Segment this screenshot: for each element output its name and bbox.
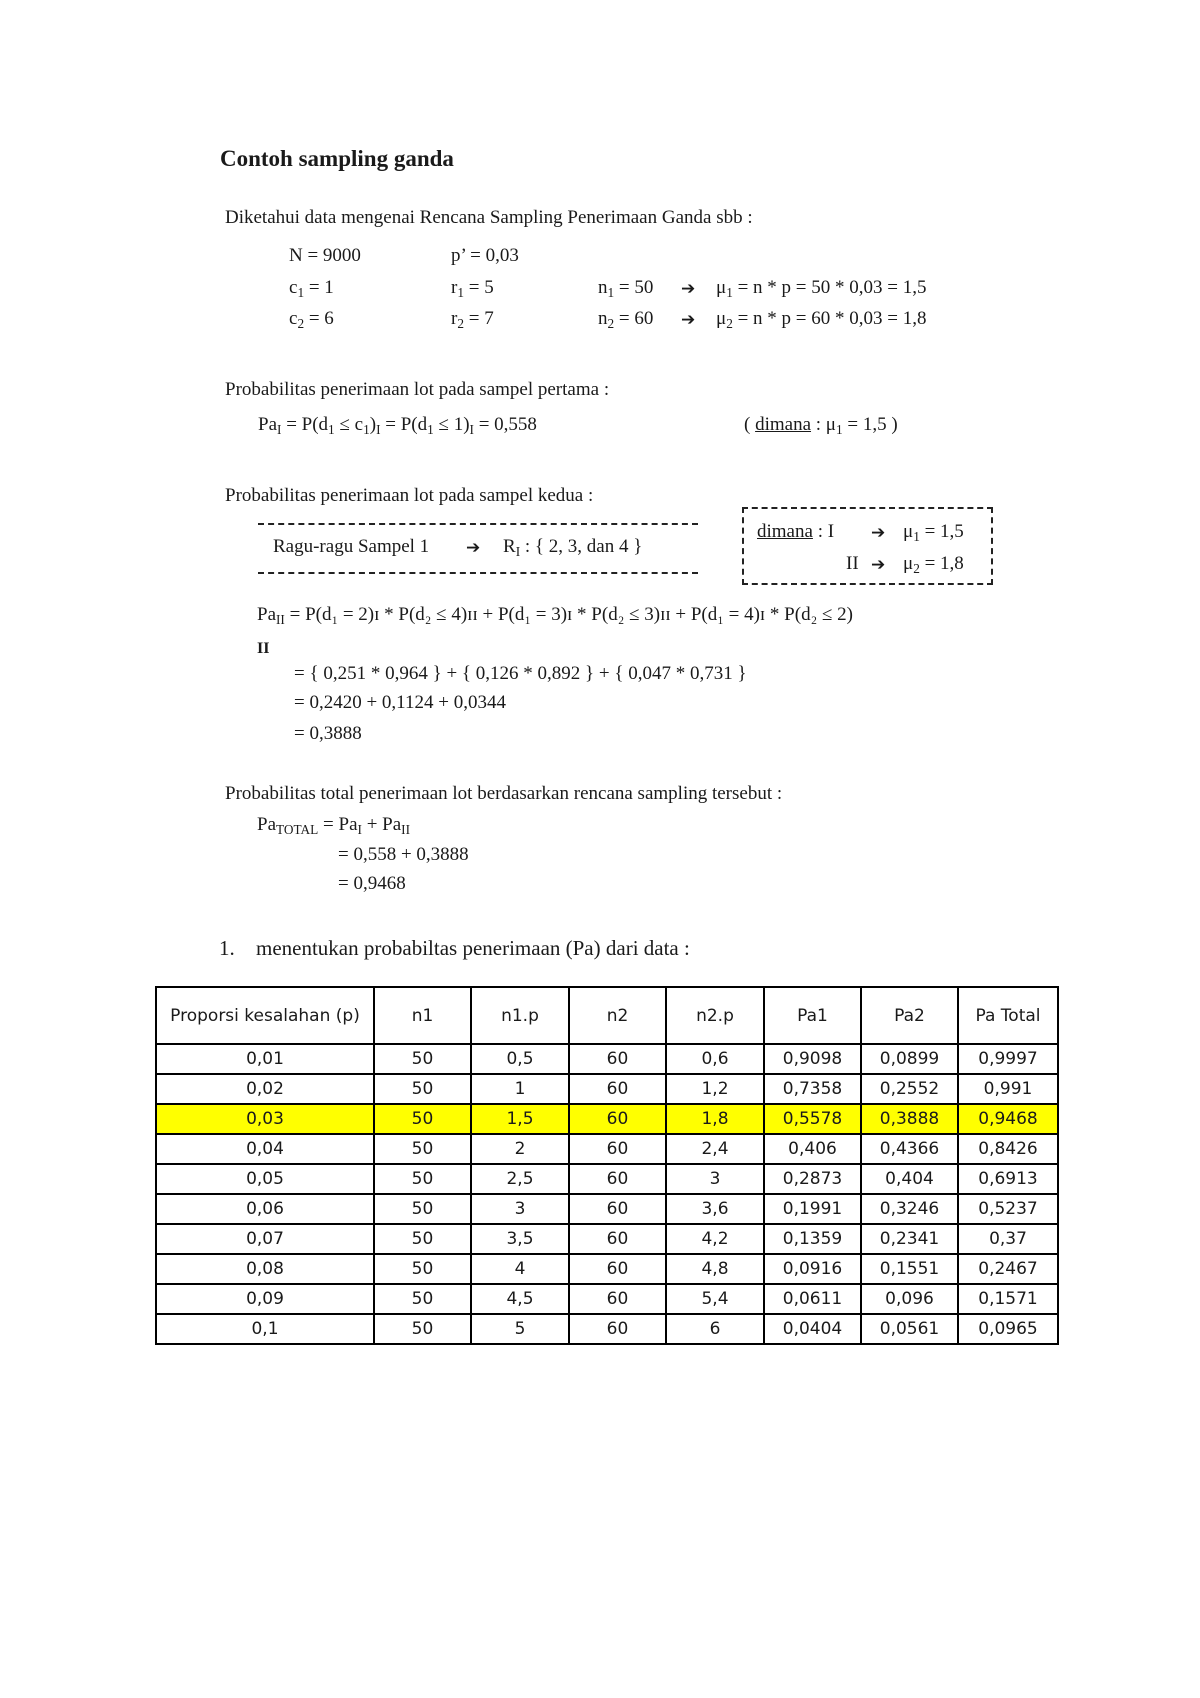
- given-mu2: $\mu_2 = n * p = 60 * 0,03 = 1,8$: [716, 308, 927, 331]
- col-header-proportion: Proporsi kesalahan (p): [156, 987, 374, 1044]
- where-box-line1: dimana : I: [757, 521, 835, 542]
- cell-n2: 60: [569, 1224, 666, 1254]
- cell-pa2: 0,2552: [861, 1074, 958, 1104]
- cell-n1: 50: [374, 1314, 471, 1344]
- cell-pa1: 0,5578: [764, 1104, 861, 1134]
- given-mu1: $\mu_1 = n * p = 50 * 0,03 = 1,5$: [716, 277, 927, 300]
- cell-n1: 50: [374, 1044, 471, 1074]
- pa-table: [155, 986, 1059, 1345]
- cell-pa-total: 0,5237: [958, 1194, 1058, 1224]
- cell-pa2: 0,3246: [861, 1194, 958, 1224]
- second-sample-line2: = 0,2420 + 0,1124 + 0,0344: [294, 692, 506, 713]
- table-row: [156, 1194, 1058, 1224]
- cell-n1: 50: [374, 1164, 471, 1194]
- cell-proportion: 0,01: [156, 1044, 374, 1074]
- cell-proportion: 0,07: [156, 1224, 374, 1254]
- cell-n2: 60: [569, 1314, 666, 1344]
- cell-n2: 60: [569, 1134, 666, 1164]
- doubt-range: $R_I$ : { 2, 3, dan 4 }: [503, 536, 643, 559]
- cell-pa2: 0,1551: [861, 1254, 958, 1284]
- second-sample-equation: $Pa_{II} = P(d_1$ = 2)ɪ * P(d₂ ≤ 4)ɪɪ + P(d₁ = 3)ɪ * P(d₂ ≤ 3)ɪɪ + P(d₁ = 4)ɪ * P(d₂ ≤ 2): [257, 604, 853, 627]
- cell-proportion: 0,02: [156, 1074, 374, 1104]
- given-n1: $n_1 = 50$: [598, 277, 654, 300]
- cell-pa-total: 0,2467: [958, 1254, 1058, 1284]
- cell-n2: 60: [569, 1044, 666, 1074]
- dashed-divider: [258, 523, 698, 525]
- cell-n1p: 3,5: [471, 1224, 569, 1254]
- cell-n1: 50: [374, 1284, 471, 1314]
- col-header-n1p: n1.p: [471, 987, 569, 1044]
- cell-proportion: 0,05: [156, 1164, 374, 1194]
- cell-pa2: 0,2341: [861, 1224, 958, 1254]
- given-r1: $r_1 = 5$: [451, 277, 494, 300]
- cell-n2p: 3: [666, 1164, 764, 1194]
- doubt-label: Ragu-ragu Sampel 1: [273, 536, 430, 557]
- cell-pa2: 0,096: [861, 1284, 958, 1314]
- table-row: [156, 1134, 1058, 1164]
- cell-pa-total: 0,9468: [958, 1104, 1058, 1134]
- cell-proportion: 0,1: [156, 1314, 374, 1344]
- table-row: [156, 1104, 1058, 1134]
- cell-n2p: 2,4: [666, 1134, 764, 1164]
- table-row: [156, 1254, 1058, 1284]
- table-row: [156, 1044, 1058, 1074]
- col-header-pa1: Pa1: [764, 987, 861, 1044]
- table-row: [156, 1314, 1058, 1344]
- cell-n2: 60: [569, 1284, 666, 1314]
- cell-n1p: 4,5: [471, 1284, 569, 1314]
- cell-pa-total: 0,1571: [958, 1284, 1058, 1314]
- table-row: [156, 1074, 1058, 1104]
- arrow-icon: ➔: [681, 279, 696, 299]
- cell-n1p: 2,5: [471, 1164, 569, 1194]
- cell-n2p: 3,6: [666, 1194, 764, 1224]
- cell-pa2: 0,4366: [861, 1134, 958, 1164]
- cell-pa1: 0,9098: [764, 1044, 861, 1074]
- arrow-icon: ➔: [466, 538, 481, 558]
- cell-pa-total: 0,991: [958, 1074, 1058, 1104]
- cell-pa1: 0,7358: [764, 1074, 861, 1104]
- second-sample-line3: = 0,3888: [294, 723, 362, 744]
- dashed-divider: [258, 572, 698, 574]
- col-header-pa2: Pa2: [861, 987, 958, 1044]
- table-row: [156, 1284, 1058, 1314]
- cell-pa1: 0,0611: [764, 1284, 861, 1314]
- where-box-mu1: $\mu_1 = 1,5$: [903, 521, 964, 544]
- table-row: [156, 1224, 1058, 1254]
- cell-proportion: 0,06: [156, 1194, 374, 1224]
- second-sample-heading: Probabilitas penerimaan lot pada sampel kedua :: [225, 485, 594, 506]
- first-sample-where: ( dimana : $\mu_1 = 1,5$ ): [744, 414, 898, 437]
- cell-pa-total: 0,8426: [958, 1134, 1058, 1164]
- col-header-n2p: n2.p: [666, 987, 764, 1044]
- cell-n2p: 4,2: [666, 1224, 764, 1254]
- cell-n1: 50: [374, 1074, 471, 1104]
- cell-n1: 50: [374, 1254, 471, 1284]
- cell-pa2: 0,0899: [861, 1044, 958, 1074]
- cell-pa-total: 0,0965: [958, 1314, 1058, 1344]
- cell-pa-total: 0,6913: [958, 1164, 1058, 1194]
- cell-proportion: 0,09: [156, 1284, 374, 1314]
- cell-pa2: 0,3888: [861, 1104, 958, 1134]
- given-r2: $r_2 = 7$: [451, 308, 494, 331]
- arrow-icon: ➔: [681, 310, 696, 330]
- cell-n1: 50: [374, 1134, 471, 1164]
- cell-n2p: 1,2: [666, 1074, 764, 1104]
- cell-n2: 60: [569, 1164, 666, 1194]
- arrow-icon: ➔: [871, 555, 886, 575]
- cell-n2p: 0,6: [666, 1044, 764, 1074]
- cell-n1: 50: [374, 1194, 471, 1224]
- cell-n2p: 4,8: [666, 1254, 764, 1284]
- cell-pa-total: 0,37: [958, 1224, 1058, 1254]
- page-title: Contoh sampling ganda: [220, 146, 454, 171]
- given-N: N = 9000: [289, 245, 361, 266]
- cell-n2: 60: [569, 1074, 666, 1104]
- cell-pa2: 0,0561: [861, 1314, 958, 1344]
- cell-proportion: 0,08: [156, 1254, 374, 1284]
- cell-pa2: 0,404: [861, 1164, 958, 1194]
- where-box-line2: II: [846, 553, 859, 574]
- list-number: 1.: [219, 936, 235, 960]
- list-item-text: menentukan probabiltas penerimaan (Pa) dari data :: [256, 936, 690, 960]
- col-header-n1: n1: [374, 987, 471, 1044]
- cell-n2: 60: [569, 1254, 666, 1284]
- total-line2: = 0,558 + 0,3888: [338, 844, 469, 865]
- where-box-mu2: $\mu_2 = 1,8$: [903, 553, 964, 576]
- table-header-row: [156, 987, 1058, 1044]
- cell-n2p: 1,8: [666, 1104, 764, 1134]
- cell-pa1: 0,2873: [764, 1164, 861, 1194]
- intro-text: Diketahui data mengenai Rencana Sampling Penerimaan Ganda sbb :: [225, 207, 753, 228]
- cell-pa1: 0,1991: [764, 1194, 861, 1224]
- cell-pa-total: 0,9997: [958, 1044, 1058, 1074]
- cell-pa1: 0,1359: [764, 1224, 861, 1254]
- given-c1: $c_1 = 1$: [289, 277, 334, 300]
- cell-n1p: 1: [471, 1074, 569, 1104]
- cell-n2: 60: [569, 1194, 666, 1224]
- first-sample-heading: Probabilitas penerimaan lot pada sampel pertama :: [225, 379, 610, 400]
- cell-n1p: 1,5: [471, 1104, 569, 1134]
- cell-n1p: 0,5: [471, 1044, 569, 1074]
- second-sample-equation-subscript: II: [257, 640, 270, 657]
- total-line3: = 0,9468: [338, 873, 406, 894]
- total-equation: $Pa_{TOTAL} = Pa_I + Pa_{II}$: [257, 814, 411, 837]
- first-sample-equation: $Pa_I = P(d_1 \le c_1)_I = P(d_1 \le 1)_I = 0,558$: [258, 414, 537, 437]
- cell-n1: 50: [374, 1224, 471, 1254]
- col-header-pa-total: Pa Total: [958, 987, 1058, 1044]
- cell-pa1: 0,0404: [764, 1314, 861, 1344]
- given-c2: $c_2 = 6$: [289, 308, 334, 331]
- cell-proportion: 0,03: [156, 1104, 374, 1134]
- cell-n1p: 2: [471, 1134, 569, 1164]
- col-header-n2: n2: [569, 987, 666, 1044]
- cell-n1p: 3: [471, 1194, 569, 1224]
- cell-pa1: 0,0916: [764, 1254, 861, 1284]
- table-row: [156, 1164, 1058, 1194]
- given-n2: $n_2 = 60$: [598, 308, 654, 331]
- second-sample-line1: = { 0,251 * 0,964 } + { 0,126 * 0,892 } + { 0,047 * 0,731 }: [294, 663, 747, 684]
- arrow-icon: ➔: [871, 523, 886, 543]
- cell-n2p: 6: [666, 1314, 764, 1344]
- total-heading: Probabilitas total penerimaan lot berdasarkan rencana sampling tersebut :: [225, 783, 783, 804]
- cell-n2p: 5,4: [666, 1284, 764, 1314]
- cell-n1p: 5: [471, 1314, 569, 1344]
- given-p: p’ = 0,03: [451, 245, 519, 266]
- cell-pa1: 0,406: [764, 1134, 861, 1164]
- cell-n1: 50: [374, 1104, 471, 1134]
- cell-n2: 60: [569, 1104, 666, 1134]
- cell-proportion: 0,04: [156, 1134, 374, 1164]
- cell-n1p: 4: [471, 1254, 569, 1284]
